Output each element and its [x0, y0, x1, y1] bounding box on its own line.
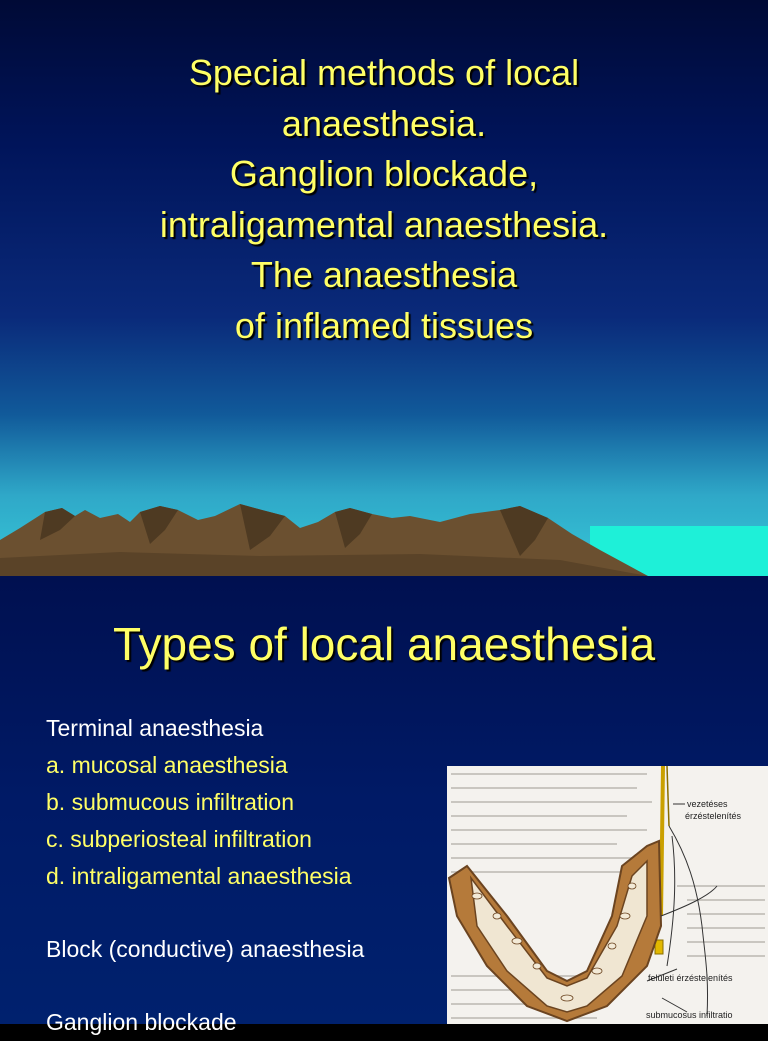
figure-label: felületi érzéstelenítés	[648, 973, 733, 983]
mountain-landscape	[0, 500, 768, 576]
title-line: of inflamed tissues	[234, 304, 534, 346]
title-line: Ganglion blockade,	[229, 153, 539, 194]
list-item: c. subperiosteal infiltration	[46, 826, 312, 852]
title-line: intraligamental anaesthesia.	[159, 203, 609, 245]
figure-label: érzéstelenítés	[685, 811, 742, 821]
list-item: d. intraligamental anaesthesia	[46, 863, 352, 889]
anatomy-figure	[447, 766, 768, 1024]
list-item: a. mucosal anaesthesia	[46, 752, 288, 778]
slide-1-title	[0, 48, 768, 351]
title-line: Special methods of local	[188, 52, 580, 93]
block-heading: Block (conductive) anaesthesia	[46, 936, 365, 962]
terminal-heading: Terminal anaesthesia	[46, 715, 264, 741]
title-line: anaesthesia.	[281, 102, 487, 144]
anaesthesia-types-list	[46, 710, 446, 1041]
list-item: b. submucous infiltration	[46, 789, 295, 815]
figure-label: vezetéses	[687, 799, 728, 809]
slide-2-title: Types of local anaesthesia	[112, 618, 656, 670]
ganglion-heading: Ganglion blockade	[46, 1009, 237, 1035]
figure-label: submucosus infiltratio	[646, 1010, 733, 1020]
title-line: The anaesthesia	[250, 254, 518, 295]
